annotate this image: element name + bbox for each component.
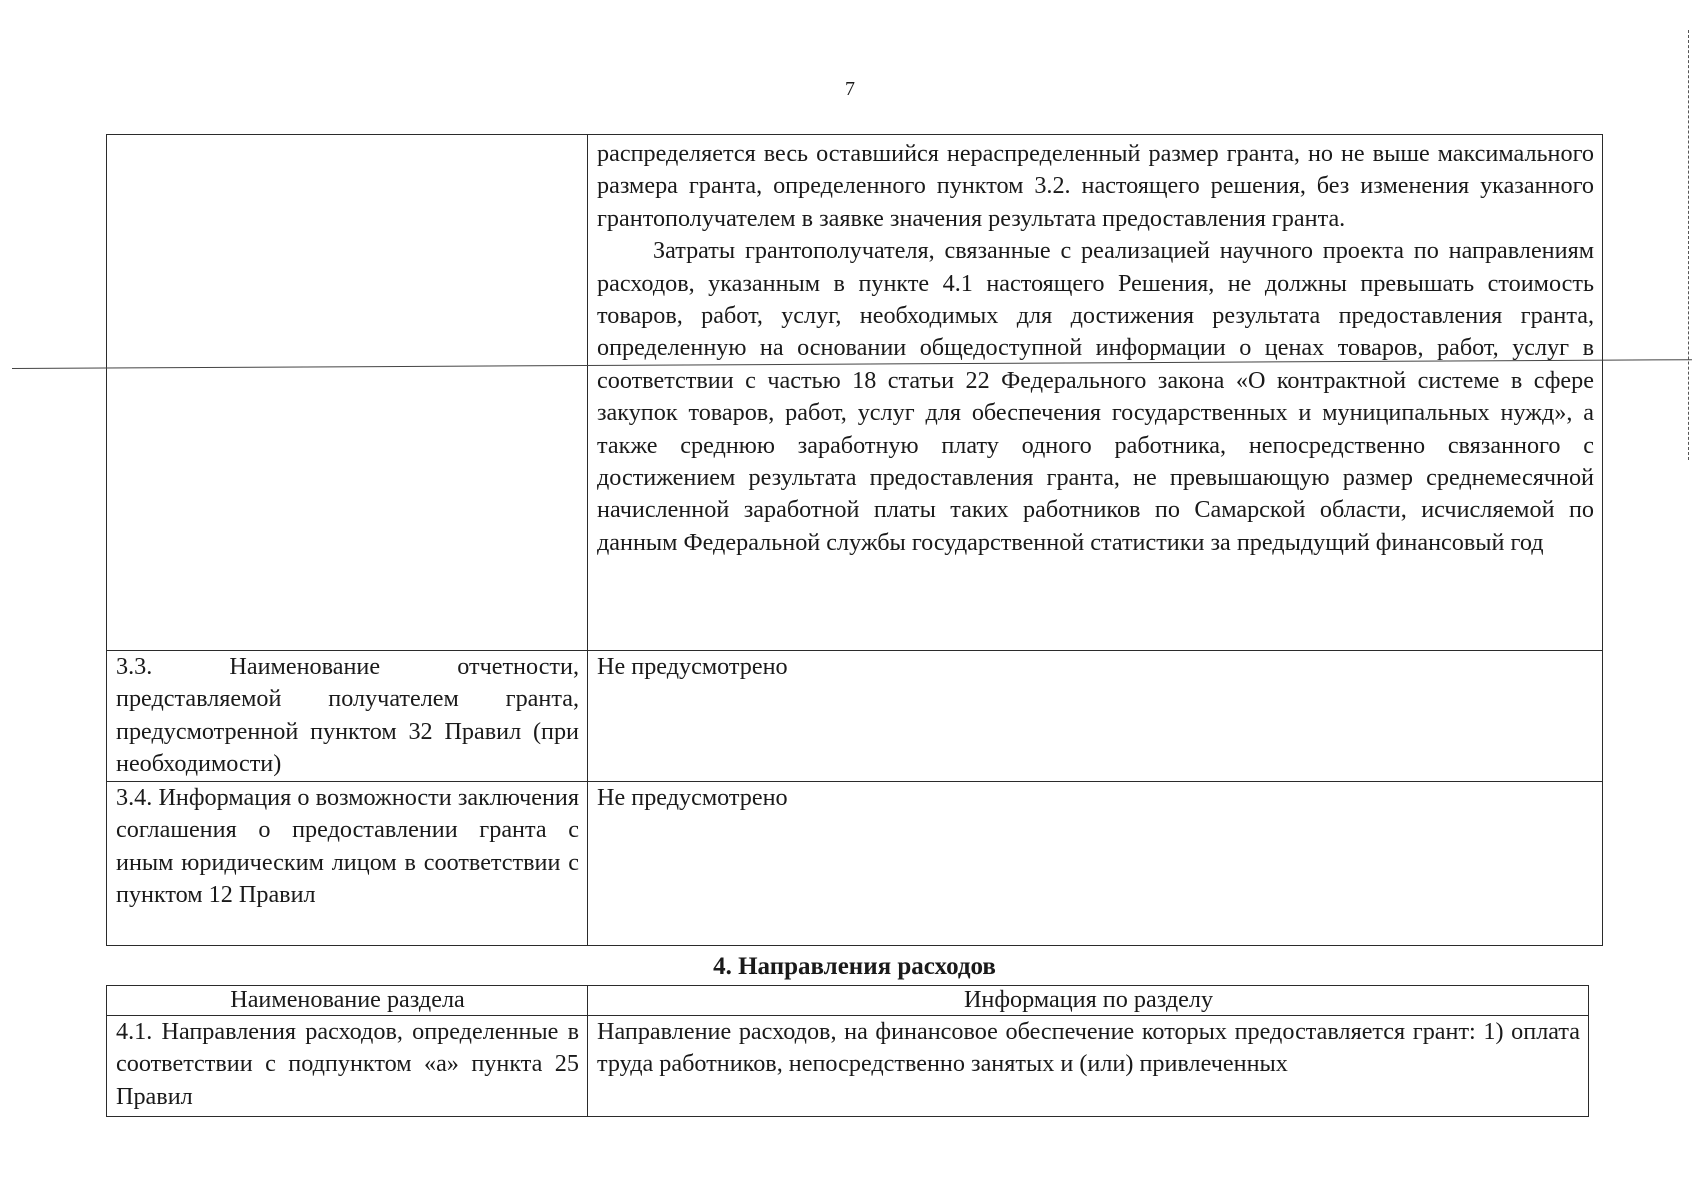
- row-continued-left-cell: [107, 135, 588, 651]
- row-3-3-title: 3.3. Наименование отчетности, представляемой получателем гранта, предусмотренной пунктом 32 Правил (при необходимости): [107, 651, 588, 782]
- table-row-3-3: [107, 651, 1603, 782]
- table-row-3-4: [107, 782, 1603, 946]
- header-section-info: Информация по разделу: [588, 986, 1589, 1016]
- row-4-1-title: 4.1. Направления расходов, определенные в соответствии с подпунктом «а» пункта 25 Правил: [107, 1016, 588, 1117]
- grantee-costs-paragraph: Затраты грантополучателя, связанные с реализацией научного проекта по направлениям расходов, указанным в пункте 4.1 настоящего Решения, не должны превышать стоимость товаров, работ, услуг, необходимых для достижения результата предоставления гранта, определенную на основании общедоступной информации о ценах товаров, работ, услуг в соответствии с частью 18 статьи 22 Федерального закона «О контрактной системе в сфере закупок товаров, работ, услуг для обеспечения государственных и муниципальных нужд», а также среднюю заработную плату одного работника, непосредственно связанного с достижением результата предоставления гранта, не превышающую размер среднемесячной начисленной заработной платы таких работников по Самарской области, исчисляемой по данным Федеральной службы государственной статистики за предыдущий финансовый год: [597, 237, 1594, 556]
- row-continued-right-cell: [588, 135, 1603, 651]
- row-3-4-value: Не предусмотрено: [588, 782, 1603, 946]
- table-header-row: [107, 986, 1589, 1016]
- page-number: 7: [845, 78, 855, 100]
- table-row-4-1: [107, 1016, 1589, 1117]
- header-section-name: Наименование раздела: [107, 986, 588, 1016]
- table-row-continued: [107, 135, 1603, 651]
- row-3-4-title: 3.4. Информация о возможности заключения соглашения о предоставлении гранта с иным юридическим лицом в соответствии с пунктом 12 Правил: [107, 782, 588, 946]
- row-3-3-value: Не предусмотрено: [588, 651, 1603, 782]
- grant-distribution-paragraph: распределяется весь оставшийся нераспределенный размер гранта, но не выше максимального размера гранта, определенного пунктом 3.2. настоящего решения, без изменения указанного грантополучателем в заявке значения результата предоставления гранта.: [597, 140, 1594, 232]
- section-heading-expenses: 4. Направления расходов: [713, 953, 996, 980]
- row-4-1-value: Направление расходов, на финансовое обеспечение которых предоставляется грант: 1) оплата труда работников, непосредственно занятых и (или) привлеченных: [588, 1016, 1589, 1117]
- expense-directions-table: [106, 985, 1589, 1117]
- grant-conditions-table: [106, 134, 1603, 946]
- scan-edge-marks: [1688, 30, 1689, 460]
